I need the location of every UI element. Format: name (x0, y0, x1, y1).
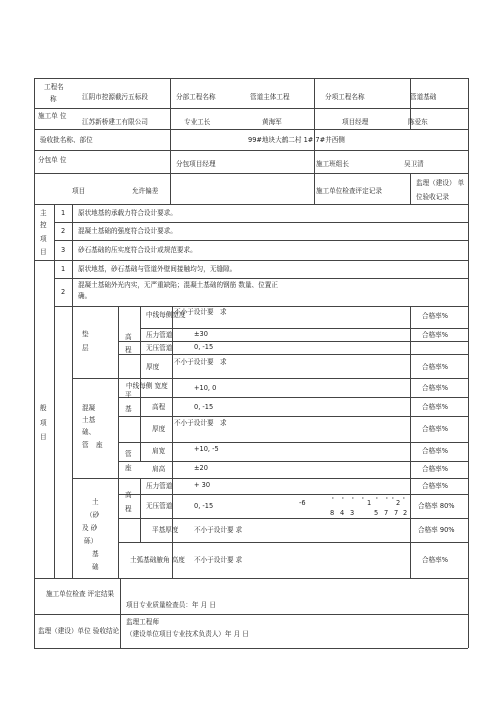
concrete-base-label: 管 (82, 441, 89, 449)
subcontractor-label: 分包单 位 (38, 156, 67, 164)
concrete-row-name: 中线每侧 宽度 (126, 382, 168, 390)
acceptance-part-label: 验收批名称、部位 (40, 136, 93, 144)
row-divider (118, 494, 468, 495)
flat-base-label: 平 (125, 391, 132, 399)
main-control-group-label: 主 (40, 209, 47, 217)
gravel-row-tolerance: 0, -15 (194, 502, 214, 510)
col-divider (170, 78, 171, 204)
general-item-no: 1 (61, 265, 66, 273)
general-group-label: 目 (40, 433, 47, 441)
row-divider (54, 240, 468, 241)
soil-base-label: 垫 (82, 330, 89, 338)
general-item-text: 混凝土基础外光内实，无严重缺陷；混凝土基础的钢筋 数量、位置正 (78, 281, 278, 289)
row-divider (118, 461, 468, 462)
pipe-seat-label: 座 (125, 464, 132, 472)
gravel-base-label: 基 (92, 550, 99, 558)
measurement-value: ' (403, 496, 405, 504)
concrete-base-label: 土基 (82, 416, 96, 424)
row-divider (118, 518, 468, 519)
concrete-row-name: 肩宽 (152, 447, 166, 455)
col-header-supervisor-record: 监理（建设） 单 (416, 179, 465, 187)
main-item-no: 1 (61, 209, 66, 217)
soil-row-result: 合格率% (422, 363, 449, 371)
row-divider (118, 416, 468, 417)
row-divider (118, 397, 468, 398)
flat-base-label: 基 (125, 405, 132, 413)
measurement-value: -6 (299, 499, 306, 507)
foreman-label: 专业工长 (184, 118, 211, 126)
concrete-row-result: 合格率% (422, 384, 449, 392)
soil-row-result: 合格率% (422, 331, 449, 339)
row-divider (54, 306, 468, 307)
concrete-base-label: 座 (96, 441, 103, 449)
row-divider (34, 260, 468, 261)
concrete-base-label: 混凝 (82, 404, 96, 412)
main-item-text: 原状地基的承载力符合设计要求。 (78, 209, 177, 217)
project-name-label: 工程名 (44, 83, 64, 91)
row-divider (118, 341, 468, 342)
concrete-row-name: 厚度 (152, 425, 166, 433)
team-leader-value: 吴卫清 (404, 160, 424, 168)
measurement-value: ' (332, 496, 334, 504)
soil-row-tolerance: 求 (220, 358, 227, 366)
soil-row-tolerance: 求 (220, 308, 227, 316)
soil-row-name: 中线每侧宽度 (146, 311, 186, 319)
main-control-group-label: 控 (40, 221, 47, 229)
gravel-base-label: （砂 (86, 511, 100, 519)
measurement-value: ' (392, 496, 394, 504)
main-control-group-label: 目 (40, 248, 47, 256)
col-divider (410, 306, 411, 578)
gravel-row-tolerance: + 30 (194, 481, 211, 489)
measurement-value: 7 (394, 509, 399, 517)
gravel-base-label: 土 (92, 498, 99, 506)
measurement-value: 5 (374, 509, 379, 517)
row-divider (34, 150, 468, 151)
general-item-no: 2 (61, 288, 66, 296)
table-border-right (468, 78, 469, 648)
item-project-value: 管道基础 (410, 93, 437, 101)
contractor-result-label: 施工单位检查 评定结果 (46, 590, 115, 598)
concrete-row-tolerance: 求 (220, 419, 227, 427)
measurement-value: ' (362, 496, 364, 504)
measurement-value: ' (342, 496, 344, 504)
concrete-row-result: 合格率% (422, 447, 449, 455)
gravel-row-name: 平基厚度 (152, 526, 179, 534)
elevation-label: 程 (125, 505, 132, 513)
soil-row-name: 无压管道 (146, 344, 173, 352)
gravel-row-result: 合格率% (422, 556, 449, 564)
main-item-text: 砂石基础的压实度符合设计或规范要求。 (78, 246, 197, 254)
col-divider (72, 204, 73, 578)
soil-row-result: 合格率% (422, 312, 449, 320)
gravel-row-name: 无压管道 (146, 502, 173, 510)
row-divider (118, 442, 468, 443)
gravel-row-result: 合格率 80% (418, 502, 455, 510)
row-divider (118, 354, 468, 355)
col-divider (54, 204, 55, 578)
general-item-text: 原状地基，砂石基础与管道外壁间接触均匀，无缝隙。 (78, 265, 237, 273)
soil-row-name: 厚度 (146, 363, 160, 371)
measurement-value: 8 (330, 509, 335, 517)
supervisor-conclusion-label: 监理（建设）单位 验收结论 (38, 627, 120, 635)
concrete-base-label: 础、 (82, 428, 96, 436)
concrete-row-tolerance: ±20 (194, 464, 208, 472)
gravel-row-tolerance: 不小于设计要 求 (194, 556, 243, 564)
concrete-row-tolerance: 0, -15 (194, 403, 214, 411)
gravel-base-label: 砾） (84, 537, 98, 545)
row-divider (34, 108, 468, 109)
pipe-seat-label: 管 (125, 450, 132, 458)
measurement-value: ' (376, 496, 378, 504)
row-divider (34, 578, 468, 579)
col-divider (120, 578, 121, 648)
row-divider (140, 328, 468, 329)
gravel-base-label: 础 (92, 563, 99, 571)
project-name-value: 江阴市控源截污五标段 (82, 93, 148, 101)
col-header-supervisor-record: 位验收记录 (416, 193, 449, 201)
qc-signoff: 项目专业质量检查员：年 月 日 (126, 601, 216, 609)
measurement-value: 1 (367, 499, 372, 507)
measurement-value: ' (352, 496, 354, 504)
concrete-row-name: 高程 (152, 403, 166, 411)
concrete-row-result: 合格率% (422, 403, 449, 411)
row-divider (34, 204, 468, 205)
main-item-no: 3 (61, 246, 66, 254)
elevation-label: 程 (125, 346, 132, 354)
inspection-form (34, 78, 468, 648)
sub-project-value: 管道主体工程 (250, 93, 290, 101)
row-divider (34, 173, 468, 174)
row-divider (72, 378, 468, 379)
soil-row-tolerance: 不小于设计要 (174, 358, 214, 366)
row-divider (72, 478, 468, 479)
elevation-label: 高 (125, 491, 132, 499)
col-header-contractor-record: 施工单位检查评定记录 (316, 187, 382, 195)
main-item-no: 2 (61, 227, 66, 235)
soil-row-tolerance: 不小于设计要 (174, 308, 214, 316)
main-item-text: 混凝土基础的强度符合设计要求。 (78, 227, 177, 235)
row-divider (34, 614, 468, 615)
concrete-row-result: 合格率% (422, 465, 449, 473)
acceptance-part-value: 99#地块大鹤二村 1# 7#井西侧 (248, 136, 345, 144)
soil-row-tolerance: 0, -15 (194, 343, 214, 351)
gravel-row-result: 合格率% (422, 482, 449, 490)
row-divider (34, 129, 468, 130)
measurement-value: 2 (396, 499, 401, 507)
contractor-label: 施工单 位 (38, 112, 67, 120)
gravel-row-name: 土弧基础腋角 高度 (130, 556, 185, 564)
concrete-row-name: 肩高 (152, 465, 166, 473)
team-leader-label: 施工班组长 (316, 160, 349, 168)
col-divider (118, 306, 119, 578)
project-name-label: 称 (50, 95, 57, 103)
measurement-value: 2 (403, 509, 408, 517)
row-divider (54, 278, 468, 279)
table-border-bottom (34, 648, 468, 649)
col-divider (410, 173, 411, 204)
supervisor-signoff: （建设单位项目专业技术负责人）年 月 日 (126, 630, 249, 638)
table-border-top (34, 78, 468, 79)
measurement-value: ' (386, 496, 388, 504)
col-divider (140, 478, 141, 542)
concrete-row-tolerance: 不小于设计要 (174, 419, 214, 427)
concrete-row-result: 合格率% (422, 425, 449, 433)
col-header-allowed-deviation: 允许偏差 (132, 187, 159, 195)
supervisor-engineer: 监理工程师 (126, 618, 159, 626)
table-border-left (34, 78, 35, 648)
elevation-label: 高 (125, 333, 132, 341)
gravel-base-label: 及 砂 (82, 524, 98, 532)
sub-pm-label: 分包项目经理 (176, 160, 216, 168)
soil-row-tolerance: ±30 (194, 330, 208, 338)
measurement-value: 4 (340, 509, 345, 517)
foreman-value: 黄海军 (262, 118, 282, 126)
gravel-row-name: 压力管道 (146, 482, 173, 490)
row-divider (54, 222, 468, 223)
general-group-label: 般 (40, 404, 47, 412)
concrete-row-tolerance: +10, -5 (194, 445, 219, 453)
gravel-row-result: 合格率 90% (418, 526, 455, 534)
pm-value: 陈爱东 (408, 118, 428, 126)
pm-label: 项目经理 (342, 118, 369, 126)
concrete-row-tolerance: +10, 0 (194, 384, 217, 392)
measurement-value: 3 (350, 509, 355, 517)
general-item-text: 确。 (78, 292, 92, 300)
sub-project-label: 分部工程名称 (176, 93, 216, 101)
col-header-item: 项目 (72, 187, 86, 195)
item-project-label: 分项工程名称 (325, 93, 365, 101)
soil-row-name: 压力管道 (146, 331, 173, 339)
main-control-group-label: 项 (40, 235, 47, 243)
row-divider (118, 542, 468, 543)
col-divider (140, 306, 141, 378)
soil-base-label: 层 (82, 344, 89, 352)
contractor-value: 江苏新桥建工有限公司 (82, 118, 148, 126)
general-group-label: 项 (40, 419, 47, 427)
measurement-value: 7 (384, 509, 389, 517)
col-divider (140, 378, 141, 461)
gravel-row-tolerance: 不小于设计要 求 (194, 526, 243, 534)
